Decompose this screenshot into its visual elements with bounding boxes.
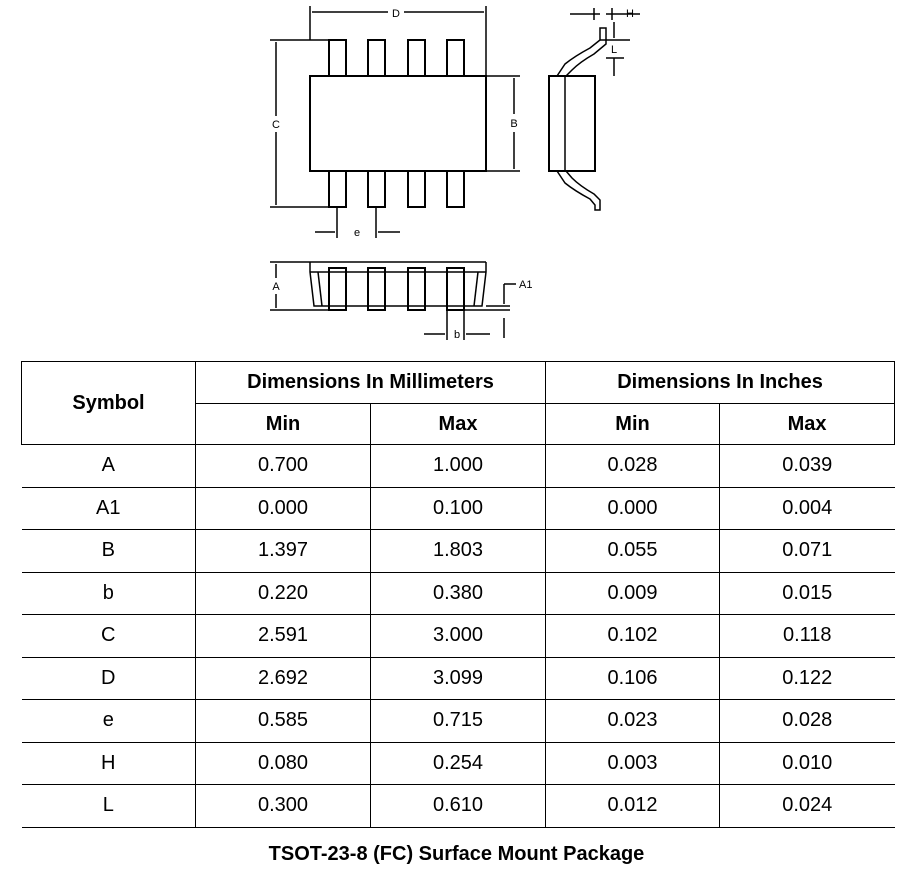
cell-in-min: 0.055 xyxy=(546,530,720,573)
cell-in-max: 0.015 xyxy=(720,572,895,615)
cell-symbol: L xyxy=(22,785,196,828)
table-row xyxy=(22,785,895,828)
cell-mm-max: 0.254 xyxy=(371,742,546,785)
table-row xyxy=(22,657,895,700)
cell-mm-max: 0.610 xyxy=(371,785,546,828)
cell-mm-min: 0.700 xyxy=(196,445,371,488)
table-row xyxy=(22,487,895,530)
label-a1: A1 xyxy=(519,279,533,291)
cell-in-max: 0.004 xyxy=(720,487,895,530)
header-in-min: Min xyxy=(546,404,720,445)
cell-in-min: 0.106 xyxy=(546,657,720,700)
cell-mm-min: 0.080 xyxy=(196,742,371,785)
cell-mm-min: 0.300 xyxy=(196,785,371,828)
cell-symbol: A xyxy=(22,445,196,488)
header-symbol: Symbol xyxy=(22,362,196,445)
cell-in-min: 0.028 xyxy=(546,445,720,488)
cell-mm-max: 0.715 xyxy=(371,700,546,743)
table-row xyxy=(22,445,895,488)
cell-in-max: 0.024 xyxy=(720,785,895,828)
cell-symbol: A1 xyxy=(22,487,196,530)
cell-in-max: 0.010 xyxy=(720,742,895,785)
cell-in-max: 0.071 xyxy=(720,530,895,573)
cell-mm-max: 3.000 xyxy=(371,615,546,658)
bottom-lead xyxy=(368,171,385,207)
label-l: L xyxy=(610,44,618,56)
header-inches: Dimensions In Inches xyxy=(546,362,895,404)
cell-in-max: 0.028 xyxy=(720,700,895,743)
top-view-body xyxy=(310,76,486,171)
package-outline-drawing xyxy=(0,0,913,355)
cell-in-min: 0.023 xyxy=(546,700,720,743)
cell-symbol: H xyxy=(22,742,196,785)
cell-symbol: C xyxy=(22,615,196,658)
cell-in-min: 0.003 xyxy=(546,742,720,785)
cell-in-min: 0.009 xyxy=(546,572,720,615)
label-d: D xyxy=(392,8,400,20)
table-row xyxy=(22,530,895,573)
bottom-lead xyxy=(329,171,346,207)
cell-symbol: D xyxy=(22,657,196,700)
header-millimeters: Dimensions In Millimeters xyxy=(196,362,546,404)
cell-mm-max: 0.100 xyxy=(371,487,546,530)
top-lead xyxy=(408,40,425,76)
cell-mm-min: 2.591 xyxy=(196,615,371,658)
dimension-a1-line xyxy=(464,284,516,338)
cell-in-min: 0.102 xyxy=(546,615,720,658)
top-lead xyxy=(368,40,385,76)
cell-in-max: 0.118 xyxy=(720,615,895,658)
front-lead xyxy=(408,268,425,310)
cell-symbol: B xyxy=(22,530,196,573)
cell-mm-max: 1.803 xyxy=(371,530,546,573)
side-view-lead-top xyxy=(557,28,606,76)
cell-mm-max: 1.000 xyxy=(371,445,546,488)
table-row xyxy=(22,572,895,615)
cell-in-min: 0.012 xyxy=(546,785,720,828)
dimensions-table xyxy=(21,361,895,828)
header-in-max: Max xyxy=(720,404,895,445)
side-view-body xyxy=(549,76,595,171)
cell-mm-min: 0.585 xyxy=(196,700,371,743)
front-lead xyxy=(368,268,385,310)
label-e: e xyxy=(353,227,361,239)
cell-mm-max: 3.099 xyxy=(371,657,546,700)
cell-mm-min: 1.397 xyxy=(196,530,371,573)
front-lead xyxy=(447,268,464,310)
package-caption: TSOT-23-8 (FC) Surface Mount Package xyxy=(268,843,645,865)
label-c: C xyxy=(272,119,280,131)
bottom-lead xyxy=(408,171,425,207)
cell-mm-min: 0.000 xyxy=(196,487,371,530)
cell-mm-max: 0.380 xyxy=(371,572,546,615)
label-b-small: b xyxy=(453,329,461,341)
top-lead xyxy=(329,40,346,76)
header-mm-max: Max xyxy=(371,404,546,445)
header-mm-min: Min xyxy=(196,404,371,445)
cell-in-min: 0.000 xyxy=(546,487,720,530)
side-view-lead-bottom xyxy=(557,171,600,210)
bottom-lead xyxy=(447,171,464,207)
label-h: H xyxy=(626,8,634,20)
cell-in-max: 0.122 xyxy=(720,657,895,700)
cell-symbol: b xyxy=(22,572,196,615)
cell-mm-min: 0.220 xyxy=(196,572,371,615)
table-row xyxy=(22,615,895,658)
label-b: B xyxy=(510,118,518,130)
table-row xyxy=(22,742,895,785)
label-a: A xyxy=(272,281,280,293)
cell-mm-min: 2.692 xyxy=(196,657,371,700)
cell-symbol: e xyxy=(22,700,196,743)
top-lead xyxy=(447,40,464,76)
cell-in-max: 0.039 xyxy=(720,445,895,488)
front-lead xyxy=(329,268,346,310)
table-row xyxy=(22,700,895,743)
